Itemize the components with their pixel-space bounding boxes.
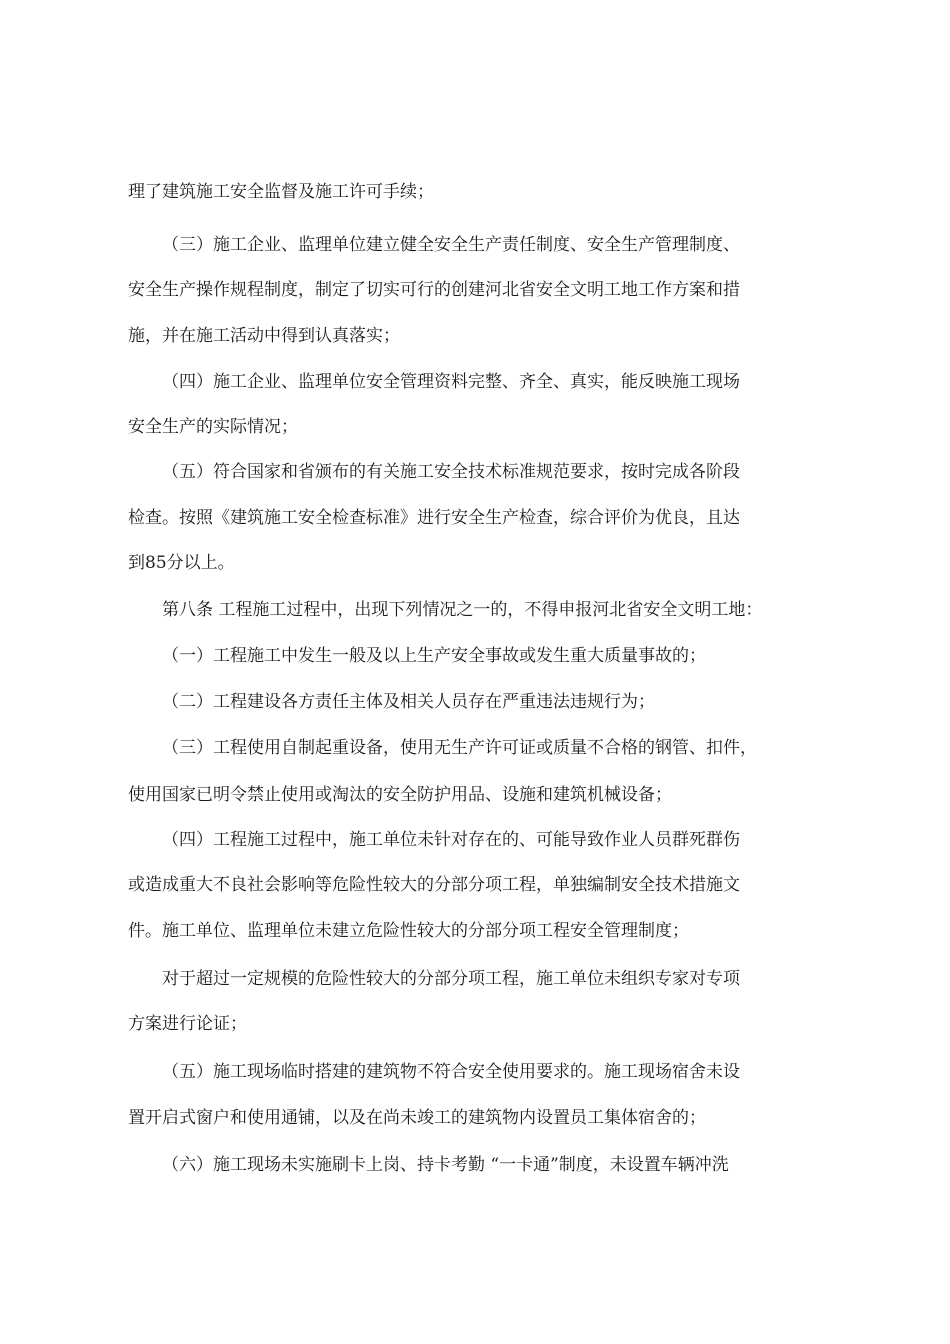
text-line-4: 施，并在施工活动中得到认真落实；: [128, 326, 400, 346]
text-line-21: 置开启式窗户和使用通铺，以及在尚未竣工的建筑物内设置员工集体宿舍的；: [128, 1108, 706, 1128]
text-line-11: （一）工程施工中发生一般及以上生产安全事故或发生重大质量事故的；: [162, 646, 706, 666]
text-line-19: 方案进行论证；: [128, 1014, 247, 1034]
text-line-8: 检查。按照《建筑施工安全检查标准》进行安全生产检查，综合评价为优良，且达: [128, 508, 740, 528]
text-line-15: （四）工程施工过程中，施工单位未针对存在的、可能导致作业人员群死群伤: [162, 830, 740, 850]
text-line-16: 或造成重大不良社会影响等危险性较大的分部分项工程，单独编制安全技术措施文: [128, 875, 740, 895]
text-line-12: （二）工程建设各方责任主体及相关人员存在严重违法违规行为；: [162, 692, 655, 712]
text-line-13: （三）工程使用自制起重设备，使用无生产许可证或质量不合格的钢管、扣件，: [162, 738, 757, 758]
text-line-6: 安全生产的实际情况；: [128, 417, 298, 437]
text-line-7: （五）符合国家和省颁布的有关施工安全技术标准规范要求，按时完成各阶段: [162, 462, 740, 482]
text-line-14: 使用国家已明令禁止使用或淘汰的安全防护用品、设施和建筑机械设备；: [128, 785, 672, 805]
text-line-17: 件。施工单位、监理单位未建立危险性较大的分部分项工程安全管理制度；: [128, 921, 689, 941]
text-line-20: （五）施工现场临时搭建的建筑物不符合安全使用要求的。施工现场宿舍未设: [162, 1062, 740, 1082]
text-line-9: 到85分以上。: [128, 553, 235, 573]
text-line-1: 理了建筑施工安全监督及施工许可手续；: [128, 182, 434, 202]
article-8-heading: 第八条 工程施工过程中，出现下列情况之一的，不得申报河北省安全文明工地：: [162, 600, 763, 620]
text-line-22: （六）施工现场未实施刷卡上岗、持卡考勤 “一卡通”制度，未设置车辆冲洗: [162, 1155, 729, 1175]
text-line-5: （四）施工企业、监理单位安全管理资料完整、齐全、真实，能反映施工现场: [162, 372, 740, 392]
text-line-3: 安全生产操作规程制度，制定了切实可行的创建河北省安全文明工地工作方案和措: [128, 280, 740, 300]
text-line-18: 对于超过一定规模的危险性较大的分部分项工程，施工单位未组织专家对专项: [162, 969, 740, 989]
text-line-2: （三）施工企业、监理单位建立健全安全生产责任制度、安全生产管理制度、: [162, 235, 740, 255]
